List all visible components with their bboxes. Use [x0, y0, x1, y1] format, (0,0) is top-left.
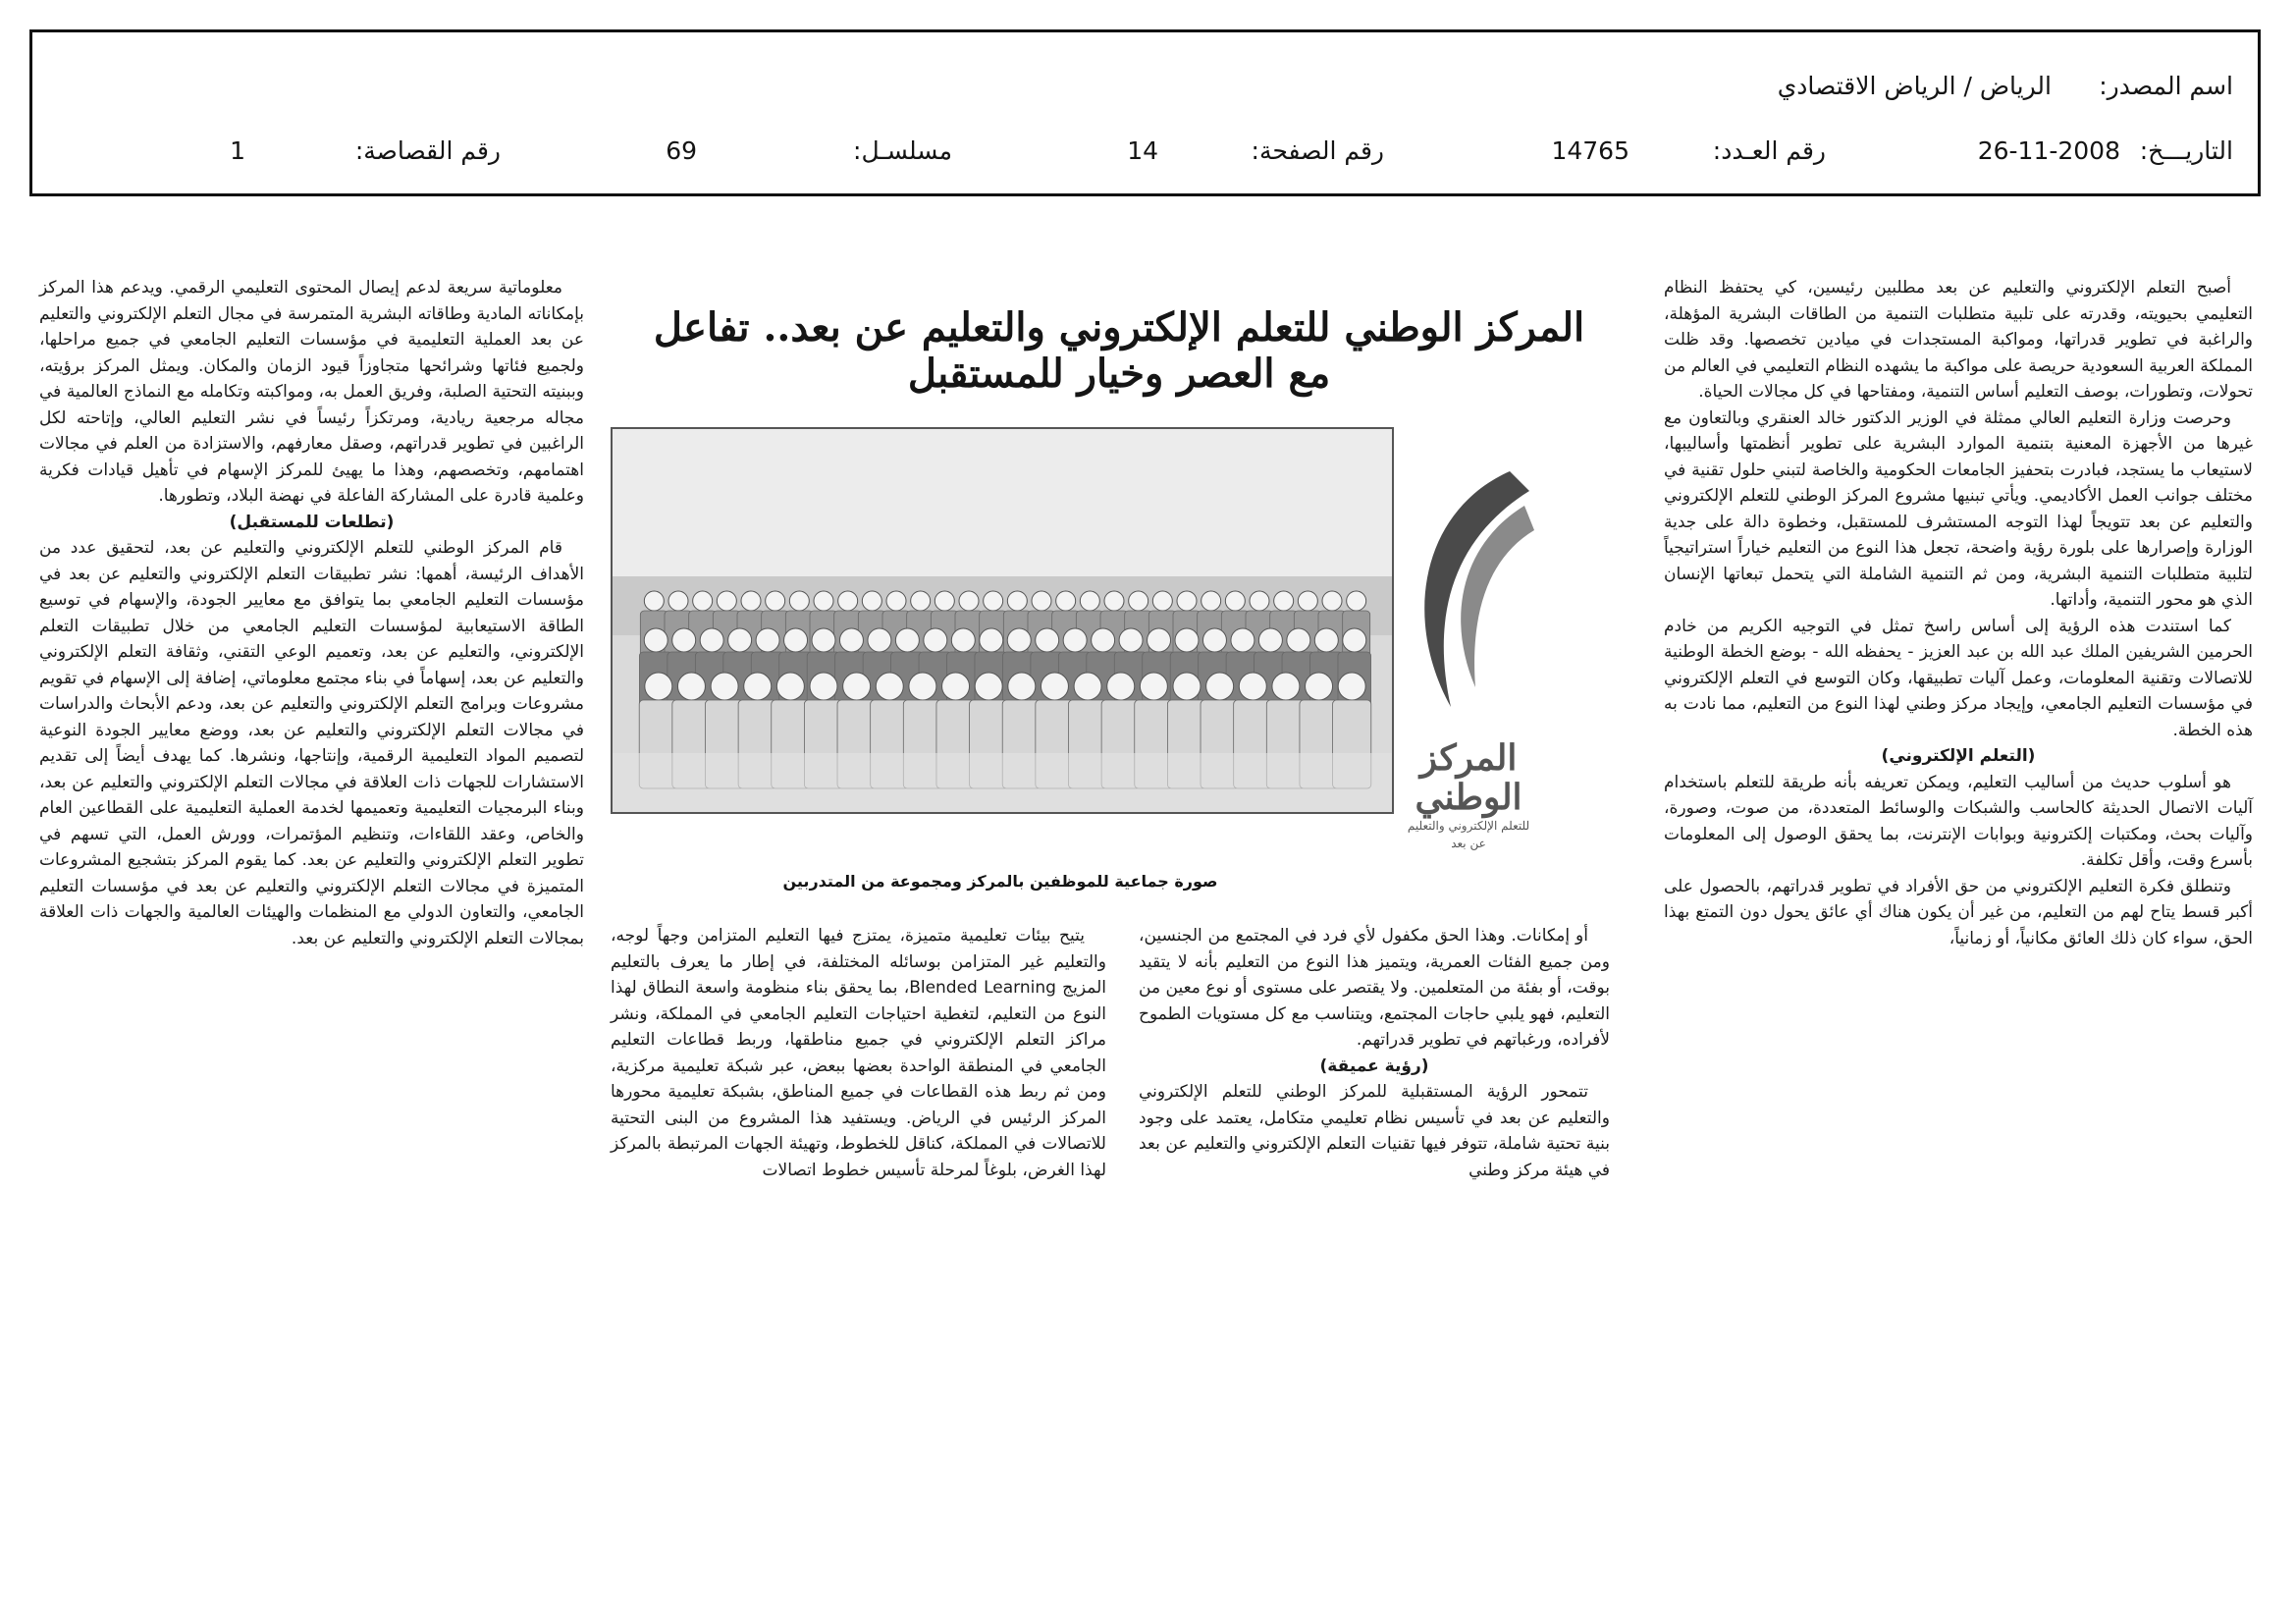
person-head — [741, 591, 761, 611]
person-head — [810, 673, 837, 700]
serial-label: مسلسـل: — [853, 136, 952, 165]
person-head — [1274, 591, 1294, 611]
clip-label: رقم القصاصة: — [354, 136, 501, 165]
person-head — [980, 628, 1003, 652]
issue-label: رقم العـدد: — [1712, 136, 1826, 165]
person-head — [1347, 591, 1366, 611]
header-row-details — [32, 136, 2258, 176]
person-head — [1306, 673, 1333, 700]
person-head — [693, 591, 713, 611]
paragraph: هو أسلوب حديث من أساليب التعليم، ويمكن تعريفه بأنه طريقة للتعلم باستخدام آليات الاتصال الحديثة كالحاسب والشبكات والوسائط المتعددة، من صوت، وصورة، وآليات بحث، ومكتبات إلكترونية وبوابات الإنترنت، بما يحقق الوصول إلى المعلومات بأسرع وقت، وأقل تكلفة. — [1664, 772, 2253, 870]
paragraph: معلوماتية سريعة لدعم إيصال المحتوى التعليمي الرقمي. ويدعم هذا المركز بإمكاناته المادية وطاقاته البشرية المتمرسة في مجال التعلم الإلكتروني والتعليم عن بعد العملية التعليمية في مؤسسات التعليم الجامعي في جميع مراحلها، ولجميع فئاتها وشرائحها متجاوزاً قيود الزمان والمكان. ويمثل المركز برؤيته، وببنيته التحتية الصلبة، وفريق العمل به، ومواكبته وتكامله مع النماذج العالمية في مجاله مرجعية ريادية، ومرتكزاً رئيساً في نشر التعليم العالي، وإتاحته لكل الراغبين في تطوير قدراتهم، وصقل معارفهم، والاستزادة من العلم في مجالات اهتمامهم، وتخصصهم، وهذا ما يهيئ للمركز الإسهام في تأهيل قيادات فكرية وعلمية قادرة على المشاركة الفاعلة في نهضة البلاد، وتطورها. — [39, 278, 584, 506]
person-head — [1056, 591, 1076, 611]
person-head — [677, 673, 705, 700]
paragraph: أصبح التعلم الإلكتروني والتعليم عن بعد مطلبين رئيسين، كي يحتفظ النظام التعليمي بحيويته، وقدرته على تلبية متطلبات التنمية من الطاقات البشرية المؤهلة، والراغبة في تطوير قدراتها، ومواكبة المستجدات في ميادين تخصصها. وقد ظلت المملكة العربية السعودية حريصة على مواكبة ما يشهده النظام التعليمي في العالم من تحولات، وتطورات، بوصف التعليم أساس التنمية، ومفتاحها في كل مجالات الحياة. — [1664, 278, 2253, 402]
person-head — [839, 628, 863, 652]
person-head — [1063, 628, 1087, 652]
clipping-header — [29, 29, 2261, 196]
person-head — [1287, 628, 1310, 652]
person-head — [1175, 628, 1199, 652]
person-head — [1202, 628, 1226, 652]
paragraph: يتيح بيئات تعليمية متميزة، يمتزج فيها التعليم المتزامن وجهاً لوجه، والتعليم غير المتزامن بوسائله المختلفة، في إطار ما يعرف بالتعليم المزيج Blended Learning، بما يحقق بناء منظومة واسعة النطاق لهذا النوع من التعليم، لتغطية احتياجات التعليم الجامعي في المملكة، ونشر مراكز التعلم الإلكتروني في جميع مناطقها، وربط قطاعات التعليم الجامعي في المنطقة الواحدة بعضها ببعض، عبر شبكة تعليمية مركزية، ومن ثم ربط هذه القطاعات في جميع المناطق، بشبكة تعليمية محورها المركز الرئيس في الرياض. ويستفيد هذا المشروع من البنى التحتية للاتصالات في المملكة، كناقل للخطوط، وتهيئة الجهات المرتبطة بالمركز لهذا الغرض، بلوغاً لمرحلة تأسيس خطوط اتصالات — [611, 926, 1106, 1180]
person-head — [886, 591, 906, 611]
person-head — [784, 628, 808, 652]
photo-caption: صورة جماعية للموظفين بالمركز ومجموعة من المتدربين — [782, 872, 1218, 891]
center-logo — [1392, 452, 1539, 850]
person-head — [812, 628, 835, 652]
person-head — [1258, 628, 1282, 652]
article-column-2 — [1139, 923, 1610, 1183]
paragraph: كما استندت هذه الرؤية إلى أساس راسخ تمثل في التوجيه الكريم من خادم الحرمين الشريفين الملك عبد الله بن عبد العزيز - يحفظه الله - بوضع الخطة الوطنية للاتصالات وتقنية المعلومات، وعمل آليات تطبيقها، وكان التوسع في التعلم الإلكتروني في مؤسسات التعليم الجامعي، وإيجاد مركز وطني لهذا النوع من التعليم، مما نادت به هذه الخطة. — [1664, 616, 2253, 740]
article-column-3 — [611, 923, 1106, 1183]
person-head — [645, 673, 672, 700]
person-head — [1104, 591, 1124, 611]
person-head — [1092, 628, 1115, 652]
person-head — [934, 591, 954, 611]
person-head — [876, 673, 903, 700]
date-value: 26-11-2008 — [1977, 136, 2120, 165]
person-head — [789, 591, 809, 611]
clip-value: 1 — [230, 136, 245, 165]
person-head — [1314, 628, 1338, 652]
person-head — [1074, 673, 1101, 700]
person-head — [1036, 628, 1059, 652]
person-head — [728, 628, 752, 652]
article-column-1 — [1664, 275, 2253, 951]
person-head — [644, 591, 664, 611]
person-head — [1177, 591, 1197, 611]
person-head — [700, 628, 723, 652]
paragraph: وتنطلق فكرة التعليم الإلكتروني من حق الأفراد في تطوير قدراتهم، بالحصول على أكبر قسط يتاح لهم من التعليم، من غير أن يكون هناك أي عائق يحول دون التمتع بهذا الحق، سواء كان ذلك العائق مكانياً، أو زمانياً، — [1664, 876, 2253, 948]
person-head — [909, 673, 936, 700]
subheading-future-aspirations: (تطلعات للمستقبل) — [229, 512, 395, 532]
person-head — [711, 673, 738, 700]
page-label: رقم الصفحة: — [1251, 136, 1384, 165]
person-head — [672, 628, 696, 652]
logo-text-large: المركز الوطني — [1415, 737, 1522, 818]
paragraph: أو إمكانات. وهذا الحق مكفول لأي فرد في المجتمع من الجنسين، ومن جميع الفئات العمرية، ويتميز هذا النوع من التعليم بأنه لا يتقيد بوقت، أو بفئة من المتعلمين. ولا يقتصر على مستوى أو نوع معين من التعليم، فهو يلبي حاجات المجتمع، ويتناسب مع كل مستويات الطموح لأفراده، ورغباتهم في تطوير قدراتهم. — [1139, 926, 1610, 1050]
person-head — [951, 628, 975, 652]
subheading-elearning: (التعلم الإلكتروني) — [1881, 746, 2036, 766]
person-head — [744, 673, 772, 700]
person-head — [984, 591, 1003, 611]
source-label: اسم المصدر: — [2099, 72, 2233, 100]
person-head — [862, 591, 881, 611]
person-head — [1008, 673, 1036, 700]
person-head — [1041, 673, 1068, 700]
page-value: 14 — [1127, 136, 1158, 165]
person-head — [924, 628, 947, 652]
serial-value: 69 — [666, 136, 697, 165]
person-head — [1173, 673, 1201, 700]
person-head — [1322, 591, 1342, 611]
date-label: التاريـــخ: — [2139, 136, 2233, 165]
person-head — [1250, 591, 1269, 611]
person-head — [1032, 591, 1051, 611]
person-head — [814, 591, 833, 611]
logo-swoosh-icon — [1392, 452, 1539, 746]
subheading-deep-vision: (رؤية عميقة) — [1319, 1056, 1429, 1076]
person-head — [776, 673, 804, 700]
header-row-source — [32, 72, 2258, 111]
person-head — [1343, 628, 1366, 652]
person-head — [1231, 628, 1255, 652]
person-head — [838, 591, 858, 611]
person-head — [1225, 591, 1245, 611]
person-head — [1107, 673, 1135, 700]
person-head — [942, 673, 970, 700]
person-head — [1007, 628, 1031, 652]
person-head — [1298, 591, 1317, 611]
person-head — [644, 628, 667, 652]
logo-text-small: للتعلم الإلكتروني والتعليم عن بعد — [1407, 819, 1530, 850]
person-head — [1152, 591, 1172, 611]
person-head — [1140, 673, 1167, 700]
person-head — [911, 591, 931, 611]
paragraph: وحرصت وزارة التعليم العالي ممثلة في الوزير الدكتور خالد العنقري وبالتعاون مع غيرها من الأجهزة المعنية بتنمية الموارد البشرية على تطوير أنظمتها وأساليبها، لاستيعاب ما يستجد، فبادرت بتحفيز الجامعات الحكومية والخاصة لتبني حلول تقنية في مختلف جوانب العمل الأكاديمي. ويأتي تبنيها مشروع المركز الوطني للتعلم الإلكتروني والتعليم عن بعد تتويجاً لهذا التوجه المستشرف للمستقبل، وخطوة دالة على جدية الوزارة وإصرارها على بلورة رؤية واضحة، تجعل هذا النوع من التعليم خياراً استراتيجياً لتلبية متطلبات التنمية البشرية، ومن ثم التنمية الشاملة التي يتحمل تبعاتها الإنسان الذي هو محور التنمية، وأداتها. — [1664, 407, 2253, 610]
person-head — [1119, 628, 1143, 652]
person-head — [766, 591, 785, 611]
group-photo — [611, 427, 1394, 814]
article-headline: المركز الوطني للتعلم الإلكتروني والتعليم عن بعد.. تفاعل مع العصر وخيار للمستقبل — [653, 304, 1585, 397]
person-head — [1080, 591, 1099, 611]
person-head — [1338, 673, 1365, 700]
person-head — [1239, 673, 1266, 700]
source-value: الرياض / الرياض الاقتصادي — [1777, 72, 2052, 100]
person-head — [959, 591, 979, 611]
issue-value: 14765 — [1551, 136, 1629, 165]
person-head — [868, 628, 891, 652]
person-head — [668, 591, 688, 611]
article-column-4 — [39, 275, 584, 951]
person-head — [756, 628, 779, 652]
person-head — [975, 673, 1002, 700]
group-photo-illustration — [613, 429, 1392, 812]
paragraph: قام المركز الوطني للتعلم الإلكتروني والتعليم عن بعد، لتحقيق عدد من الأهداف الرئيسة، أهمها: نشر تطبيقات التعلم الإلكتروني والتعليم عن بعد في مؤسسات التعليم الجامعي بما يتوافق مع معايير الجودة، والإسهام في توسيع الطاقة الاستيعابية لمؤسسات التعليم الجامعي من خلال تطبيقات التعلم الإلكتروني، والتعليم عن بعد، وتعميم الوعي التقني، وثقافة التعلم الإلكتروني والتعليم عن بعد، إسهاماً في بناء مجتمع معلوماتي، إضافة إلى الإسهام في تقويم مشروعات وبرامج التعلم الإلكتروني والتعليم عن بعد، ودعم الأبحاث والدراسات في مجالات التعلم الإلكتروني والتعليم عن بعد، ووضع معايير الجودة النوعية لتصميم المواد التعليمية الرقمية، وإنتاجها، ونشرها. كما يهدف أيضاً إلى تقديم الاستشارات للجهات ذات العلاقة في مجالات التعلم الإلكتروني والتعليم عن بعد، وبناء البرمجيات التعليمية وتعميمها لخدمة العملية التعليمية على القطاعين العام والخاص، وعقد اللقاءات، وتنظيم المؤتمرات، وورش العمل، التي تسهم في تطوير التعلم الإلكتروني والتعليم عن بعد. كما يقوم المركز بتشجيع المشروعات المتميزة في مجالات التعلم الإلكتروني والتعليم عن بعد في مؤسسات التعليم الجامعي، والتعاون الدولي مع المنظمات والهيئات العالمية والجهات ذات العلاقة بمجالات التعلم الإلكتروني والتعليم عن بعد. — [39, 538, 584, 948]
person-head — [1007, 591, 1027, 611]
person-head — [1201, 591, 1221, 611]
logo-text — [1400, 738, 1537, 852]
paragraph: تتمحور الرؤية المستقبلية للمركز الوطني للتعلم الإلكتروني والتعليم عن بعد في تأسيس نظام تعليمي متكامل، يعتمد على وجود بنية تحتية شاملة، تتوفر فيها تقنيات التعلم الإلكتروني والتعليم عن بعد في هيئة مركز وطني — [1139, 1082, 1610, 1180]
person-head — [1206, 673, 1234, 700]
person-head — [895, 628, 919, 652]
person-head — [717, 591, 736, 611]
person-head — [1272, 673, 1300, 700]
person-head — [1148, 628, 1171, 652]
person-head — [1129, 591, 1148, 611]
person-head — [843, 673, 871, 700]
